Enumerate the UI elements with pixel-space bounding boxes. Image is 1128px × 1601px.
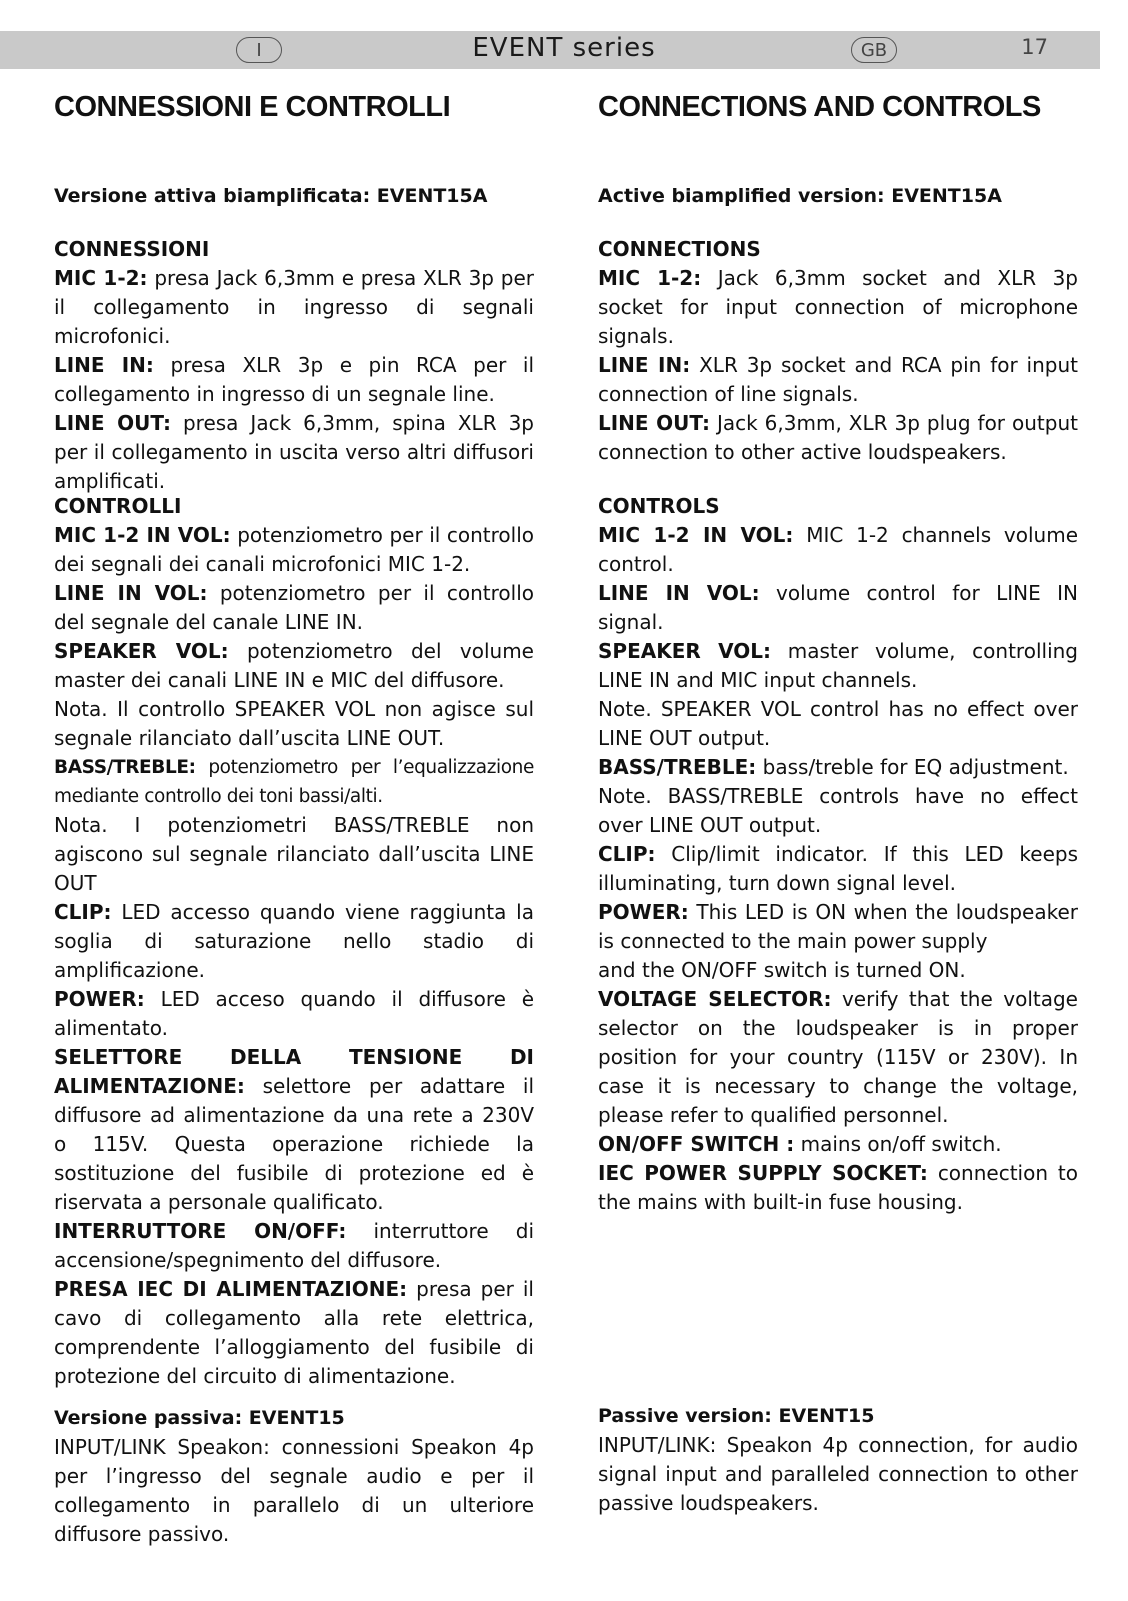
connection-item: LINE IN: presa XLR 3p e pin RCA per il collegamento in ingresso di un segnale line. [54, 353, 535, 406]
control-item: BASS/TREBLE: potenziometro per l’equalizzazione mediante controllo dei toni bassi/alti. [54, 757, 534, 807]
passive-version-heading: Passive version: EVENT15 [598, 1405, 875, 1427]
connections-section [598, 235, 1078, 467]
passive-version-heading: Versione passiva: EVENT15 [54, 1407, 345, 1429]
page-number: 17 [1021, 35, 1048, 59]
passive-section [598, 1402, 1078, 1518]
control-item: SELETTORE DELLA TENSIONE DI ALIMENTAZIONE: selettore per adattare il diffusore ad alimentazione da una rete a 230V o 115V. Questa operazione richiede la sostituzione del fusibile di protezione ed è riservata a personale qualificato. [54, 1045, 534, 1214]
control-item: CLIP: LED accesso quando viene raggiunta la soglia di saturazione nello stadio di amplificazione. [54, 900, 534, 982]
controls-section [54, 492, 534, 1391]
control-note: Note. SPEAKER VOL control has no effect over LINE OUT output. [598, 697, 1078, 750]
connection-item: MIC 1-2: Jack 6,3mm socket and XLR 3p socket for input connection of microphone signals. [598, 266, 1078, 348]
connections-section [54, 235, 534, 496]
control-item-continuation: and the ON/OFF switch is turned ON. [598, 958, 966, 982]
passive-description: INPUT/LINK Speakon: connessioni Speakon 4p per l’ingresso del segnale audio e per il collegamento in parallelo di un ulteriore diffusore passivo. [54, 1435, 534, 1546]
active-version-heading: Versione attiva biamplificata: EVENT15A [54, 185, 488, 207]
connections-heading: CONNESSIONI [54, 237, 210, 261]
active-version-heading: Active biamplified version: EVENT15A [598, 185, 1002, 207]
connection-item: LINE OUT: presa Jack 6,3mm, spina XLR 3p per il collegamento in uscita verso altri diffusori amplificati. [54, 411, 535, 493]
italian-column [54, 90, 535, 1546]
control-note: Note. BASS/TREBLE controls have no effect over LINE OUT output. [598, 784, 1078, 837]
controls-section [598, 492, 1078, 1217]
passive-section [54, 1404, 534, 1549]
control-item: LINE IN VOL: volume control for LINE IN signal. [598, 581, 1079, 634]
series-title: EVENT series [472, 33, 656, 63]
controls-heading: CONTROLLI [54, 494, 182, 518]
section-title: CONNESSIONI E CONTROLLI [54, 91, 451, 123]
control-item: POWER: This LED is ON when the loudspeaker is connected to the main power supply [598, 900, 1078, 953]
control-item: INTERRUTTORE ON/OFF: interruttore di accensione/spegnimento del diffusore. [54, 1219, 534, 1272]
controls-heading: CONTROLS [598, 494, 720, 518]
control-item: CLIP: Clip/limit indicator. If this LED keeps illuminating, turn down signal level. [598, 842, 1078, 895]
connection-item: LINE OUT: Jack 6,3mm, XLR 3p plug for output connection to other active loudspeakers. [598, 411, 1078, 464]
page-header [0, 31, 1100, 69]
language-badge-english: GB [851, 37, 897, 63]
control-item: LINE IN VOL: potenziometro per il controllo del segnale del canale LINE IN. [54, 581, 534, 634]
control-note: Nota. Il controllo SPEAKER VOL non agisce sul segnale rilanciato dall’uscita LINE OUT. [54, 697, 534, 750]
connection-item: MIC 1-2: presa Jack 6,3mm e presa XLR 3p per il collegamento in ingresso di segnali microfonici. [54, 266, 535, 348]
language-badge-italian: I [236, 37, 282, 63]
control-item: VOLTAGE SELECTOR: verify that the voltage selector on the loudspeaker is in proper position for your country (115V or 230V). In case it is necessary to change the voltage, please refer to qualified personnel. [598, 987, 1078, 1127]
control-note: Nota. I potenziometri BASS/TREBLE non agiscono sul segnale rilanciato dall’uscita LINE OUT [54, 813, 534, 895]
control-item: MIC 1-2 IN VOL: potenziometro per il controllo dei segnali dei canali microfonici MIC 1-2. [54, 523, 535, 576]
connections-heading: CONNECTIONS [598, 237, 761, 261]
control-item: POWER: LED acceso quando il diffusore è alimentato. [54, 987, 534, 1040]
control-item: ON/OFF SWITCH : mains on/off switch. [598, 1132, 1002, 1156]
control-item: SPEAKER VOL: potenziometro del volume master dei canali LINE IN e MIC del diffusore. [54, 639, 534, 692]
control-item: IEC POWER SUPPLY SOCKET: connection to the mains with built-in fuse housing. [598, 1161, 1078, 1214]
control-item: MIC 1-2 IN VOL: MIC 1-2 channels volume control. [598, 523, 1079, 576]
connection-item: LINE IN: XLR 3p socket and RCA pin for input connection of line signals. [598, 353, 1078, 406]
control-item: PRESA IEC DI ALIMENTAZIONE: presa per il cavo di collegamento alla rete elettrica, comprendente l’alloggiamento del fusibile di protezione del circuito di alimentazione. [54, 1277, 534, 1388]
control-item: SPEAKER VOL: master volume, controlling LINE IN and MIC input channels. [598, 639, 1078, 692]
section-title: CONNECTIONS AND CONTROLS [598, 91, 1041, 123]
control-item: BASS/TREBLE: bass/treble for EQ adjustment. [598, 755, 1069, 779]
english-column [598, 90, 1079, 1515]
passive-description: INPUT/LINK: Speakon 4p connection, for audio signal input and paralleled connection to other passive loudspeakers. [598, 1433, 1078, 1515]
